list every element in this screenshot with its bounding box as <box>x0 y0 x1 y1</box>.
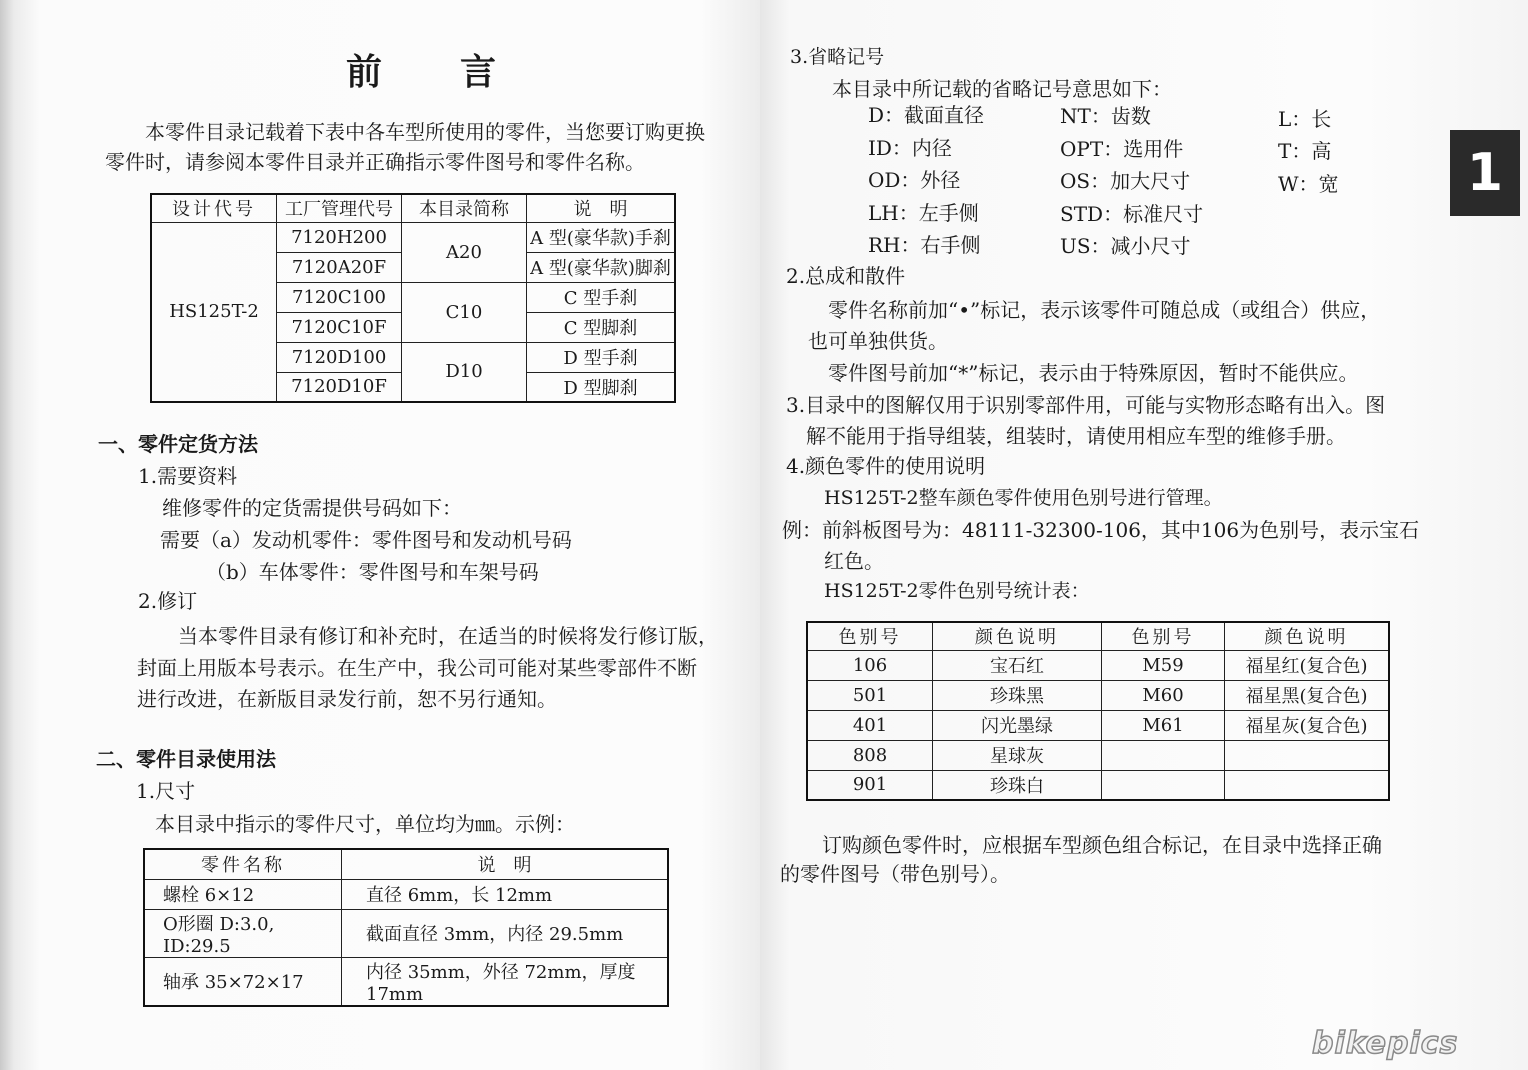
color-row-3-desc: 闪光墨绿 <box>933 710 1102 740</box>
section1-sub2: 2.修订 <box>138 589 198 613</box>
section1-heading: 一、零件定货方法 <box>98 432 258 456</box>
closing-line-1: 订购颜色零件时，应根据车型颜色组合标记，在目录中选择正确 <box>822 833 1382 857</box>
abbr-rh: RH：右手侧 <box>868 233 981 257</box>
model-note-2: A 型(豪华款)脚刹 <box>527 252 676 282</box>
abbr-od: OD：外径 <box>868 168 961 192</box>
model-note-5: D 型手刹 <box>527 342 676 372</box>
color-line-2: 例：前斜板图号为：48111-32300-106，其中106为色别号，表示宝石 <box>782 518 1420 542</box>
color-header-desc-1: 颜色说明 <box>933 622 1102 650</box>
model-code-3: 7120C100 <box>277 282 402 312</box>
color-row-5-code: 901 <box>807 770 933 800</box>
size-row-3-desc: 内径 35mm，外径 72mm，厚度 17mm <box>342 957 669 1006</box>
abbr-id: ID：内径 <box>868 136 952 160</box>
bikepics-watermark: bikepics <box>1312 1026 1459 1061</box>
color-line-1: HS125T-2整车颜色零件使用色别号进行管理。 <box>824 487 1223 509</box>
color-header-code-2: 色别号 <box>1102 622 1225 650</box>
abbr-os: OS：加大尺寸 <box>1060 169 1191 193</box>
left-page <box>0 0 760 1070</box>
model-code-2: 7120A20F <box>277 252 402 282</box>
intro-line-2: 零件时，请参阅本零件目录并正确指示零件图号和零件名称。 <box>105 150 645 174</box>
abbr-nt: NT：齿数 <box>1060 104 1151 128</box>
size-row-1-desc: 直径 6mm，长 12mm <box>342 879 669 909</box>
color-row-5-code-2 <box>1102 770 1225 800</box>
model-code-1: 7120H200 <box>277 222 402 252</box>
color-line-3: 红色。 <box>824 549 884 573</box>
model-note-6: D 型脚刹 <box>527 372 676 402</box>
color-row-4-code-2 <box>1102 740 1225 770</box>
size-table <box>143 848 669 1007</box>
section1-sub2-line-1: 当本零件目录有修订和补充时，在适当的时候将发行修订版， <box>178 624 718 648</box>
color-row-4-desc-2 <box>1225 740 1390 770</box>
model-abbr-c10: C10 <box>402 282 527 342</box>
intro-line-1: 本零件目录记载着下表中各车型所使用的零件，当您要订购更换 <box>145 120 705 144</box>
assembly-line-3: 零件图号前加“*”标记，表示由于特殊原因，暂时不能供应。 <box>828 361 1359 385</box>
chapter-tab: 1 <box>1450 130 1520 216</box>
model-code-5: 7120D100 <box>277 342 402 372</box>
color-row-1-code-2: M59 <box>1102 650 1225 680</box>
model-header-desc: 说 明 <box>527 194 676 222</box>
abbr-std: STD：标准尺寸 <box>1060 202 1204 226</box>
color-row-3-code-2: M61 <box>1102 710 1225 740</box>
size-row-2-desc: 截面直径 3mm，内径 29.5mm <box>342 909 669 957</box>
section2-sub1: 1.尺寸 <box>136 779 196 803</box>
model-header-abbr: 本目录简称 <box>402 194 527 222</box>
model-design-code: HS125T-2 <box>151 222 277 402</box>
color-row-2-code: 501 <box>807 680 933 710</box>
model-abbr-d10: D10 <box>402 342 527 402</box>
abbr-w: W：宽 <box>1278 172 1339 196</box>
section1-sub1-a: 需要（a）发动机零件：零件图号和发动机号码 <box>160 528 572 552</box>
section2-heading: 二、零件目录使用法 <box>96 747 276 771</box>
size-header-name: 零件名称 <box>144 849 342 879</box>
model-table <box>150 193 676 403</box>
model-note-1: A 型(豪华款)手刹 <box>527 222 676 252</box>
color-row-2-desc: 珍珠黑 <box>933 680 1102 710</box>
right-page <box>760 0 1528 1070</box>
color-heading: 4.颜色零件的使用说明 <box>786 454 986 478</box>
abbr-d: D：截面直径 <box>868 103 985 127</box>
model-header-design: 设计代号 <box>151 194 277 222</box>
abbr-t: T：高 <box>1278 139 1332 163</box>
color-table <box>806 621 1390 801</box>
size-row-2-name: O形圈 D:3.0, ID:29.5 <box>144 909 342 957</box>
section1-sub1: 1.需要资料 <box>138 464 238 488</box>
model-note-3: C 型手刹 <box>527 282 676 312</box>
color-row-1-code: 106 <box>807 650 933 680</box>
section2-sub1-text: 本目录中指示的零件尺寸，单位均为㎜。示例： <box>155 812 575 836</box>
color-row-4-desc: 星球灰 <box>933 740 1102 770</box>
model-code-6: 7120D10F <box>277 372 402 402</box>
abbr-heading: 3.省略记号 <box>790 46 885 68</box>
model-header-factory: 工厂管理代号 <box>277 194 402 222</box>
color-line-4: HS125T-2零件色别号统计表： <box>824 580 1090 602</box>
closing-line-2: 的零件图号（带色别号）。 <box>780 862 1010 886</box>
assembly-line-1: 零件名称前加“•”标记，表示该零件可随总成（或组合）供应， <box>828 298 1381 322</box>
illus-line-1: 3.目录中的图解仅用于识别零部件用，可能与实物形态略有出入。图 <box>786 393 1386 417</box>
model-note-4: C 型脚刹 <box>527 312 676 342</box>
size-row-1-name: 螺栓 6×12 <box>144 879 342 909</box>
abbr-lh: LH：左手侧 <box>868 201 979 225</box>
size-header-desc: 说 明 <box>342 849 669 879</box>
color-row-5-desc-2 <box>1225 770 1390 800</box>
assembly-line-2: 也可单独供货。 <box>808 329 948 353</box>
color-row-2-desc-2: 福星黑(复合色) <box>1225 680 1390 710</box>
color-row-2-code-2: M60 <box>1102 680 1225 710</box>
section1-sub2-line-3: 进行改进，在新版目录发行前，恕不另行通知。 <box>137 687 557 711</box>
color-row-5-desc: 珍珠白 <box>933 770 1102 800</box>
section1-sub2-line-2: 封面上用版本号表示。在生产中，我公司可能对某些零部件不断 <box>137 656 697 680</box>
color-row-3-code: 401 <box>807 710 933 740</box>
illus-line-2: 解不能用于指导组装，组装时，请使用相应车型的维修手册。 <box>806 424 1346 448</box>
abbr-us: US：减小尺寸 <box>1060 234 1191 258</box>
color-header-desc-2: 颜色说明 <box>1225 622 1390 650</box>
abbr-l: L：长 <box>1278 107 1332 131</box>
section1-sub1-b: （b）车体零件：零件图号和车架号码 <box>206 560 539 584</box>
color-row-4-code: 808 <box>807 740 933 770</box>
abbr-opt: OPT：选用件 <box>1060 137 1184 161</box>
section1-sub1-text: 维修零件的定货需提供号码如下： <box>162 496 462 520</box>
assembly-heading: 2.总成和散件 <box>786 264 906 288</box>
model-code-4: 7120C10F <box>277 312 402 342</box>
model-abbr-a20: A20 <box>402 222 527 282</box>
abbr-intro: 本目录中所记载的省略记号意思如下： <box>832 77 1172 101</box>
color-row-3-desc-2: 福星灰(复合色) <box>1225 710 1390 740</box>
page-title: 前 言 <box>346 52 499 93</box>
size-row-3-name: 轴承 35×72×17 <box>144 957 342 1006</box>
color-row-1-desc-2: 福星红(复合色) <box>1225 650 1390 680</box>
color-header-code-1: 色别号 <box>807 622 933 650</box>
color-row-1-desc: 宝石红 <box>933 650 1102 680</box>
